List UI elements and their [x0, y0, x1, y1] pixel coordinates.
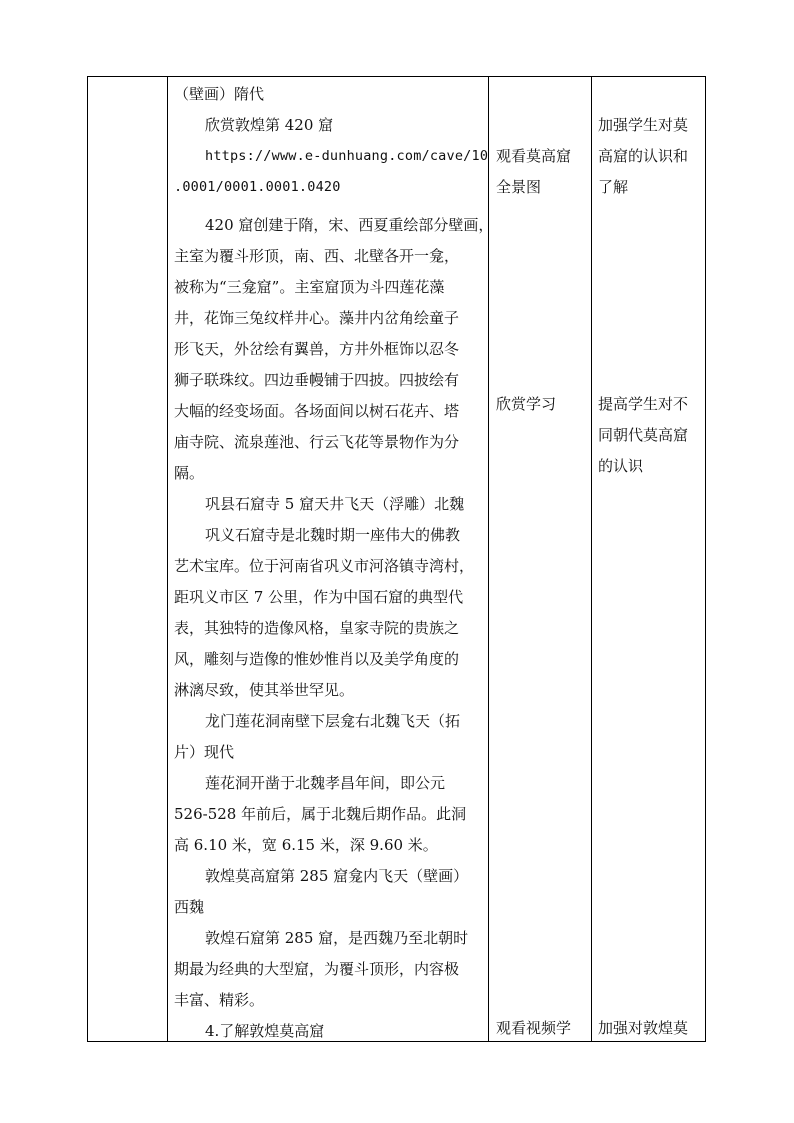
purpose-line: 提高学生对不 — [598, 395, 689, 413]
content-line: 表，其独特的造像风格，皇家寺院的贵族之 — [174, 619, 460, 637]
content-line: 巩县石窟寺 5 窟天井飞天（浮雕）北魏 — [205, 495, 465, 513]
column-divider — [591, 77, 592, 1041]
content-line: 敦煌石窟第 285 窟，是西魏乃至北朝时 — [205, 929, 469, 947]
content-line: 丰富、精彩。 — [174, 991, 265, 1009]
purpose-line: 加强学生对莫 — [598, 116, 689, 134]
activity-line: 观看视频学 — [496, 1019, 572, 1037]
content-line: 被称为“三龛窟”。主室窟顶为斗四莲花藻 — [174, 278, 445, 296]
content-line: 片）现代 — [174, 743, 235, 761]
activity-line: 全景图 — [496, 178, 542, 196]
content-line: https://www.e-dunhuang.com/cave/10 — [205, 148, 489, 164]
content-line: 主室为覆斗形顶，南、西、北壁各开一龛， — [174, 247, 460, 265]
content-line: 淋漓尽致，使其举世罕见。 — [174, 681, 355, 699]
content-line: 大幅的经变场面。各场面间以树石花卉、塔 — [174, 402, 460, 420]
content-line: 狮子联珠纹。四边垂幔铺于四披。四披绘有 — [174, 371, 460, 389]
content-line: 井，花饰三兔纹样井心。藻井内岔角绘童子 — [174, 309, 460, 327]
activity-block-appreciate — [496, 389, 556, 420]
purpose-line: 同朝代莫高窟 — [598, 426, 689, 444]
activity-block-panorama — [496, 141, 571, 203]
line-gap — [174, 203, 484, 210]
content-line: 距巩义市区 7 公里，作为中国石窟的典型代 — [174, 588, 464, 606]
activity-cell — [496, 77, 588, 1041]
purpose-cell — [598, 77, 704, 1041]
content-line: （壁画）隋代 — [174, 85, 265, 103]
activity-line: 欣赏学习 — [496, 395, 557, 413]
empty-cell — [88, 77, 167, 1041]
content-line: 艺术宝库。位于河南省巩义市河洛镇寺湾村， — [174, 557, 475, 575]
lesson-table — [87, 76, 706, 1042]
purpose-line: 加强对敦煌莫 — [598, 1019, 689, 1037]
purpose-block-2 — [598, 389, 688, 482]
activity-line: 观看莫高窟 — [496, 147, 572, 165]
content-line: 龙门莲花洞南壁下层龛右北魏飞天（拓 — [205, 712, 461, 730]
content-line: .0001/0001.0001.0420 — [174, 179, 341, 195]
content-line: 西魏 — [174, 898, 205, 916]
purpose-line: 的认识 — [598, 457, 644, 475]
purpose-line: 了解 — [598, 178, 629, 196]
content-line: 风，雕刻与造像的惟妙惟肖以及美学角度的 — [174, 650, 460, 668]
column-divider — [167, 77, 168, 1041]
content-line: 期最为经典的大型窟，为覆斗顶形，内容极 — [174, 960, 460, 978]
content-line: 莲花洞开凿于北魏孝昌年间，即公元 — [205, 774, 446, 792]
content-line: 高 6.10 米，宽 6.15 米，深 9.60 米。 — [174, 836, 438, 854]
content-line: 敦煌莫高窟第 285 窟龛内飞天（壁画） — [205, 867, 469, 885]
content-line: 4.了解敦煌莫高窟 — [205, 1022, 325, 1040]
content-line: 巩义石窟寺是北魏时期一座伟大的佛教 — [205, 526, 461, 544]
content-cell — [174, 79, 494, 1047]
content-line: 隔。 — [174, 464, 205, 482]
content-line: 庙寺院、流泉莲池、行云飞花等景物作为分 — [174, 433, 460, 451]
purpose-block-3 — [598, 1013, 688, 1044]
content-line: 526-528 年前后，属于北魏后期作品。此洞 — [174, 805, 467, 823]
content-line: 420 窟创建于隋，宋、西夏重绘部分壁画， — [205, 216, 494, 234]
content-line: 欣赏敦煌第 420 窟 — [205, 116, 334, 134]
purpose-line: 高窟的认识和 — [598, 147, 689, 165]
content-line: 形飞天，外岔绘有翼兽，方井外框饰以忍冬 — [174, 340, 460, 358]
activity-block-video — [496, 1013, 571, 1044]
purpose-block-1 — [598, 110, 688, 203]
